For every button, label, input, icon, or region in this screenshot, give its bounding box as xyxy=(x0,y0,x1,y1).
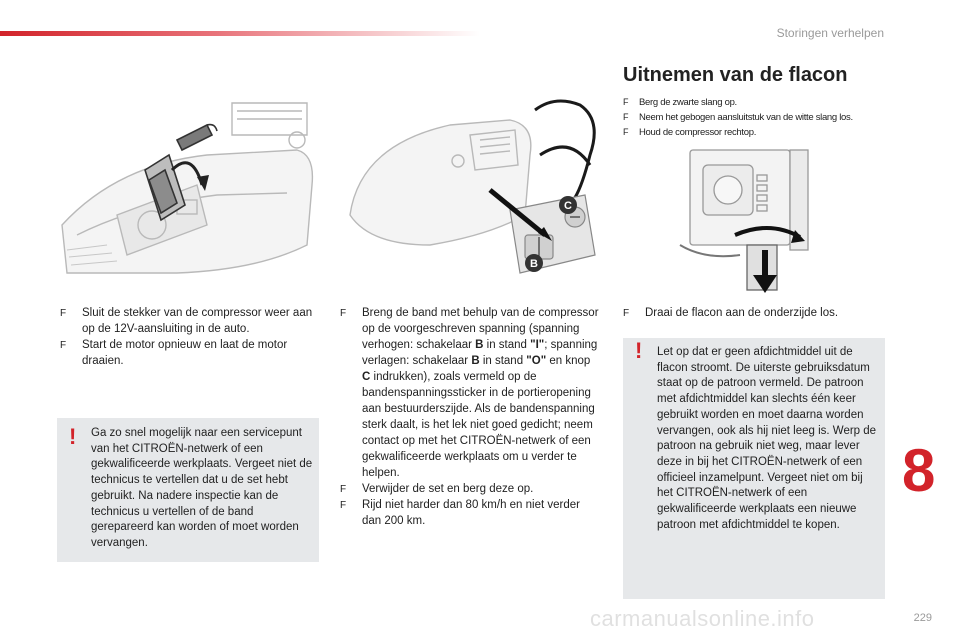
list-item: F Neem het gebogen aansluitstuk van de witte slang los. xyxy=(623,112,853,123)
button-c-label: C xyxy=(362,371,371,383)
compressor-switch-illustration xyxy=(340,95,602,275)
warning-text: Ga zo snel mogelijk naar een servicepunt van het CITROËN-netwerk of een gekwalificeerde werkplaats. Vergeet niet de technicus te vertellen dat u de set hebt gebruikt. Na nadere inspectie kan de technicus u vertellen of de band gerepareerd kan worden of moet worden vervangen. xyxy=(91,427,313,549)
page-header-title: Storingen verhelpen xyxy=(776,26,884,40)
position-o-label: "O" xyxy=(526,355,547,367)
bullet-icon: F xyxy=(623,97,629,107)
list-item: F Houd de compressor rechtop. xyxy=(623,127,757,138)
warning-box-service xyxy=(57,418,319,562)
chapter-number: 8 xyxy=(902,437,936,504)
switch-b-label: B xyxy=(471,355,480,367)
compressor-plug-illustration xyxy=(57,95,319,275)
warning-icon: ! xyxy=(69,424,77,449)
bullet-icon: F xyxy=(340,500,347,511)
warning-box-sealant xyxy=(623,338,885,599)
list-item: F Rijd niet harder dan 80 km/h en niet verder dan 200 km. xyxy=(340,499,580,527)
list-item: F Start de motor opnieuw en laat de motor draaien. xyxy=(60,339,288,367)
flacon-removal-illustration xyxy=(675,145,810,295)
list-item: F Draai de flacon aan de onderzijde los. xyxy=(623,305,883,321)
list-item: F Sluit de stekker van de compressor weer aan op de 12V-aansluiting in de auto. xyxy=(60,307,313,335)
small-steps-list xyxy=(623,95,923,140)
bullet-icon: F xyxy=(60,308,67,319)
figure-label-c: C xyxy=(564,200,572,212)
watermark: carmanualsonline.info xyxy=(590,606,815,631)
bullet-icon: F xyxy=(623,127,629,137)
bullet-icon: F xyxy=(623,112,629,122)
position-i-label: "I" xyxy=(530,339,545,351)
left-column-steps xyxy=(60,305,315,369)
page-number: 229 xyxy=(913,612,932,624)
bullet-icon: F xyxy=(340,484,347,495)
right-column-steps xyxy=(623,305,883,321)
list-item: F Breng de band met behulp van de compressor op de voorgeschreven spanning (spanning verhogen: schakelaar B in stand "I"; spanning verlagen: schakelaar B in stand "O" en knop C indrukken), zoals vermeld op de bandenspanningssticker in de portieropening aan bestuurderszijde. Als de bandenspanning sterk daalt, is het lek niet goed gedicht; neem contact op met het CITROËN-netwerk of een gekwalificeerde werkplaats om u verder te helpen. xyxy=(340,307,599,479)
header-accent-bar xyxy=(0,31,480,36)
list-item: F Berg de zwarte slang op. xyxy=(623,97,737,108)
bullet-icon: F xyxy=(60,340,67,351)
list-item: F Verwijder de set en berg deze op. xyxy=(340,481,600,497)
section-title: Uitnemen van de flacon xyxy=(623,64,848,86)
switch-b-label: B xyxy=(475,339,484,351)
figure-label-b: B xyxy=(530,258,538,270)
bullet-icon: F xyxy=(340,308,347,319)
warning-icon: ! xyxy=(635,338,643,363)
bullet-icon: F xyxy=(623,308,630,319)
middle-column-steps xyxy=(340,305,600,529)
warning-text: Let op dat er geen afdichtmiddel uit de flacon stroomt. De uiterste gebruiksdatum staat op de patroon vermeld. De patroon met afdichtmiddel kan slechts één keer gebruikt worden en moet daarna worden vervangen, ook als hij niet leeg is. Werp de patroon na gebruik niet weg, maar lever deze in bij het CITROËN-netwerk of een officieel inzamelpunt. Vergeet niet om bij het CITROËN-netwerk of een gekwalificeerde werkplaats een nieuwe patroon met afdichtmiddel te kopen. xyxy=(657,346,877,531)
